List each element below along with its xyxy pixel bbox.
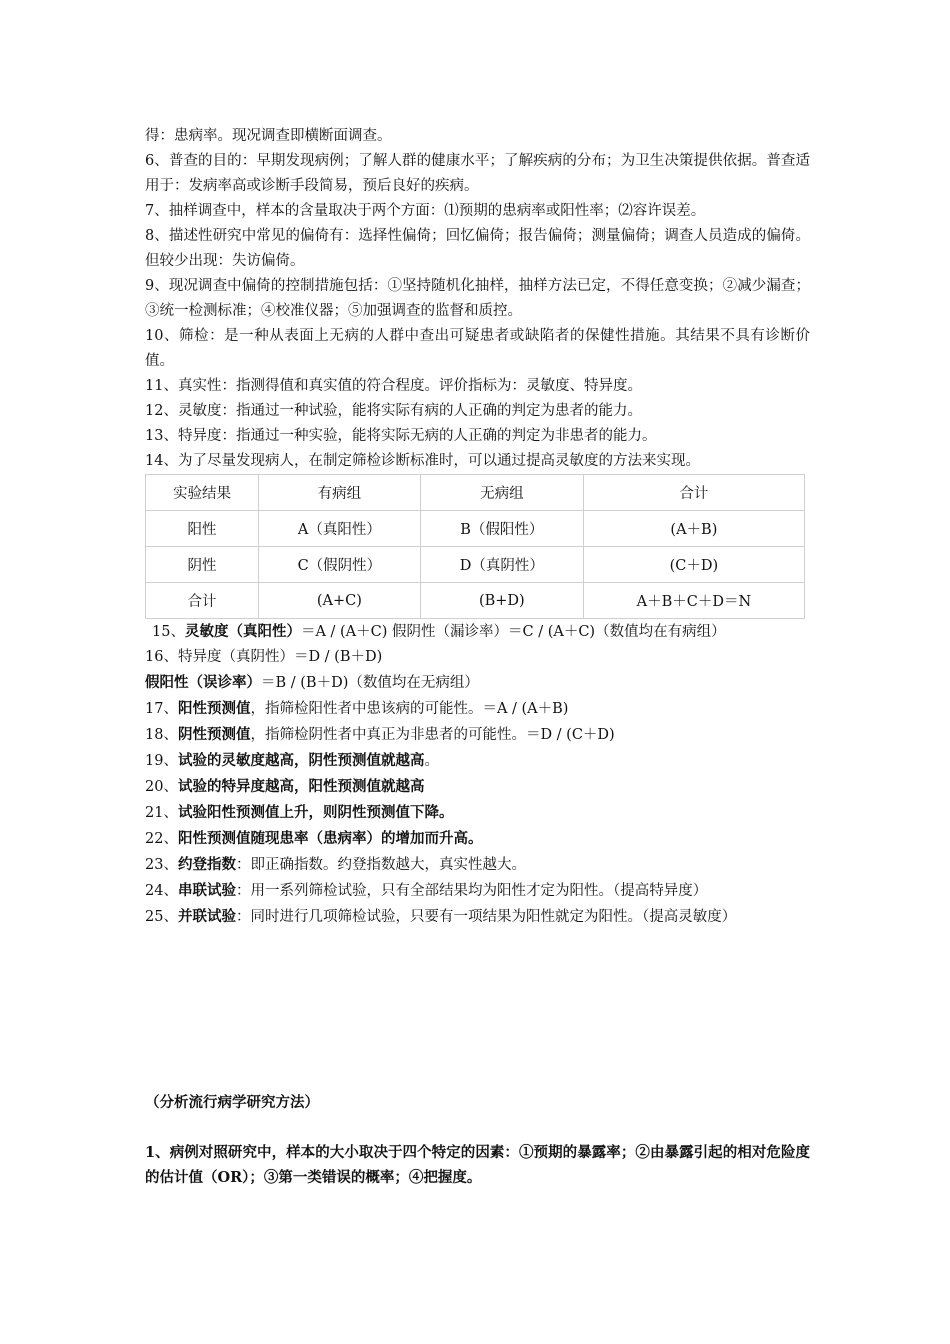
paragraph-item-14: 14、为了尽量发现病人，在制定筛检诊断标准时，可以通过提高灵敏度的方法来实现。 — [145, 453, 700, 469]
item-text: ＝A / (A＋C) 假阴性（漏诊率）＝C / (A＋C)（数值均在有病组） — [300, 624, 726, 640]
paragraph-item-25 — [145, 904, 810, 930]
screening-table — [145, 474, 805, 619]
bold-term: 并联试验 — [177, 908, 236, 925]
paragraph-item-8: 8、描述性研究中常见的偏倚有：选择性偏倚；回忆偏倚；报告偏倚；测量偏倚；调查人员造成的偏倚。但较少出现：失访偏倚。 — [145, 228, 810, 269]
item-number: 17、 — [145, 701, 178, 717]
section-title: （分析流行病学研究方法） — [145, 1094, 319, 1111]
bold-term: 假阳性（误诊率） — [145, 674, 261, 691]
item-number: 21、 — [145, 805, 178, 821]
paragraph-item-21 — [145, 800, 810, 826]
paragraph-item-15 — [145, 619, 810, 645]
table-row — [146, 583, 805, 619]
table-cell: (A＋B) — [583, 511, 804, 547]
item-number: 15、 — [152, 624, 185, 640]
paragraph-item-18 — [145, 722, 810, 748]
table-header-cell: 实验结果 — [146, 475, 259, 511]
paragraph-item-22 — [145, 826, 810, 852]
document-page — [145, 124, 810, 1190]
section-item-1: 1、病例对照研究中，样本的大小取决于四个特定的因素：①预期的暴露率；②由暴露引起的相对危险度的估计值（OR）；③第一类错误的概率；④把握度。 — [145, 1144, 810, 1186]
bold-term: 约登指数 — [177, 856, 236, 873]
table-cell: 合计 — [146, 583, 259, 619]
item-number: 18、 — [145, 727, 178, 743]
item-number: 25、 — [145, 909, 178, 925]
item-text: ，指筛检阳性者中患该病的可能性。＝A / (A＋B) — [250, 701, 569, 717]
table-cell: C（假阴性） — [258, 547, 420, 583]
item-text: 。 — [424, 753, 439, 769]
paragraph-item-11: 11、真实性：指测得值和真实值的符合程度。评价指标为：灵敏度、特异度。 — [145, 378, 642, 394]
bold-term: 阴性预测值 — [177, 726, 251, 743]
paragraph-line: 得：患病率。现况调查即横断面调查。 — [145, 128, 392, 144]
item-text: ，指筛检阴性者中真正为非患者的可能性。＝D / (C＋D) — [250, 727, 615, 743]
paragraph-item-9: 9、现况调查中偏倚的控制措施包括：①坚持随机化抽样，抽样方法已定，不得任意变换；②减少漏查；③统一检测标准；④校准仪器；⑤加强调查的监督和质控。 — [145, 278, 810, 319]
bold-term: 串联试验 — [177, 882, 236, 899]
item-number: 20、 — [145, 779, 178, 795]
bold-term: 试验的特异度越高，阳性预测值就越高 — [177, 778, 425, 795]
table-cell: (B+D) — [420, 583, 583, 619]
paragraph-item-6: 6、普查的目的：早期发现病例；了解人群的健康水平；了解疾病的分布；为卫生决策提供依据。普查适用于：发病率高或诊断手段简易，预后良好的疾病。 — [145, 153, 810, 194]
item-number: 19、 — [145, 753, 178, 769]
paragraph-item-12: 12、灵敏度：指通过一种试验，能将实际有病的人正确的判定为患者的能力。 — [145, 403, 642, 419]
item-text: ：同时进行几项筛检试验，只要有一项结果为阳性就定为阳性。（提高灵敏度） — [235, 909, 737, 925]
item-number: 22、 — [145, 831, 178, 847]
table-header-cell: 合计 — [583, 475, 804, 511]
item-number: 24、 — [145, 883, 178, 899]
table-header-row — [146, 475, 805, 511]
paragraph-item-24 — [145, 878, 810, 904]
paragraph-item-16: 16、特异度（真阴性）＝D / (B＋D) — [145, 649, 383, 665]
table-cell: 阳性 — [146, 511, 259, 547]
screening-table-wrap — [145, 474, 810, 619]
bold-term: 灵敏度（真阳性） — [184, 623, 301, 640]
paragraph-item-7: 7、抽样调查中，样本的含量取决于两个方面：⑴预期的患病率或阳性率；⑵容许误差。 — [145, 203, 706, 219]
table-cell: A＋B＋C＋D＝N — [583, 583, 804, 619]
table-cell: (C＋D) — [583, 547, 804, 583]
bold-term: 试验阳性预测值上升，则阴性预测值下降。 — [177, 804, 454, 821]
paragraph-item-16b — [145, 670, 810, 696]
table-cell: D（真阴性） — [420, 547, 583, 583]
spacer — [145, 930, 810, 1090]
spacer — [145, 1115, 810, 1140]
table-cell: 阴性 — [146, 547, 259, 583]
table-row — [146, 547, 805, 583]
item-text: ＝B / (B＋D)（数值均在无病组） — [261, 675, 479, 691]
bold-term: 阳性预测值 — [177, 700, 251, 717]
paragraph-item-20 — [145, 774, 810, 800]
table-cell: (A+C) — [258, 583, 420, 619]
table-cell: B（假阳性） — [420, 511, 583, 547]
paragraph-item-13: 13、特异度：指通过一种实验，能将实际无病的人正确的判定为非患者的能力。 — [145, 428, 657, 444]
bold-term: 阳性预测值随现患率（患病率）的增加而升高。 — [177, 830, 483, 847]
paragraph-item-17 — [145, 696, 810, 722]
paragraph-item-10: 10、筛检：是一种从表面上无病的人群中查出可疑患者或缺陷者的保健性措施。其结果不具有诊断价值。 — [145, 328, 810, 369]
table-row — [146, 511, 805, 547]
item-text: ：即正确指数。约登指数越大，真实性越大。 — [235, 857, 526, 873]
item-number: 23、 — [145, 857, 178, 873]
table-header-cell: 无病组 — [420, 475, 583, 511]
paragraph-item-23 — [145, 852, 810, 878]
paragraph-item-19 — [145, 748, 810, 774]
table-header-cell: 有病组 — [258, 475, 420, 511]
bold-term: 试验的灵敏度越高，阴性预测值就越高 — [177, 752, 425, 769]
item-text: ：用一系列筛检试验，只有全部结果均为阳性才定为阳性。（提高特异度） — [235, 883, 708, 899]
table-cell: A（真阳性） — [258, 511, 420, 547]
